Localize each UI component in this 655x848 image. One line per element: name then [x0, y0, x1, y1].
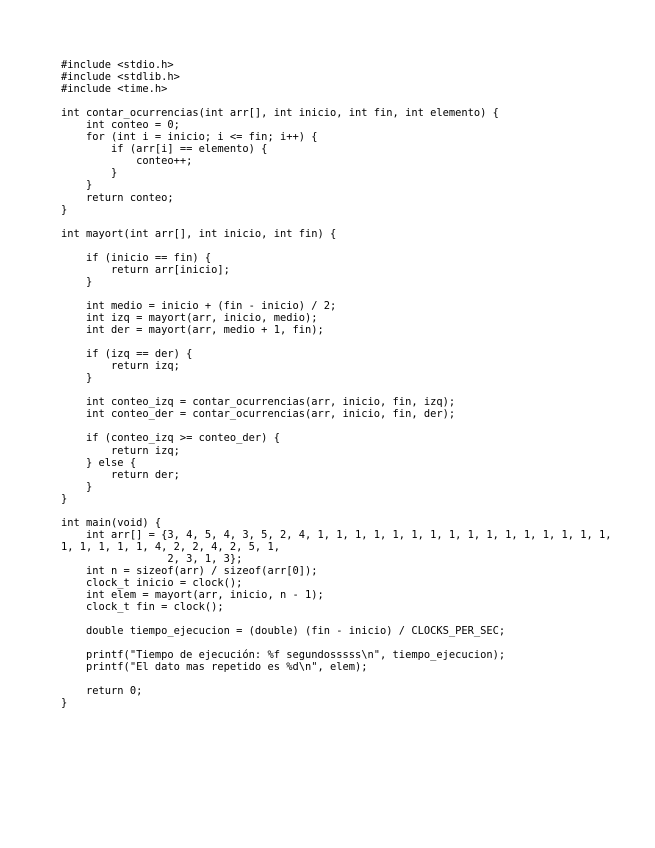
code-line: double tiempo_ejecucion = (double) (fin - inicio) / CLOCKS_PER_SEC;	[61, 625, 506, 638]
code-line: int mayort(int arr[], int inicio, int fin) {	[61, 227, 337, 240]
code-line: }	[61, 179, 93, 192]
code-line	[61, 384, 641, 396]
code-line: 2, 3, 1, 3};	[61, 552, 243, 565]
code-line	[61, 613, 641, 625]
code-line: clock_t inicio = clock();	[61, 577, 243, 590]
code-line: }	[61, 167, 118, 180]
code-line: int conteo = 0;	[61, 119, 180, 132]
code-line: return arr[inicio];	[61, 263, 230, 276]
code-line: for (int i = inicio; i <= fin; i++) {	[61, 131, 318, 144]
code-line: if (conteo_izq >= conteo_der) {	[61, 432, 280, 445]
code-line: conteo++;	[61, 155, 193, 168]
code-line: int main(void) {	[61, 516, 162, 529]
code-line: int elem = mayort(arr, inicio, n - 1);	[61, 589, 324, 602]
code-line: int contar_ocurrencias(int arr[], int inicio, int fin, int elemento) {	[61, 107, 499, 120]
code-line	[61, 673, 641, 685]
code-line: int conteo_der = contar_ocurrencias(arr, inicio, fin, der);	[61, 408, 456, 421]
code-line: return izq;	[61, 360, 180, 373]
code-line: if (inicio == fin) {	[61, 251, 212, 264]
code-line	[61, 288, 641, 300]
code-line: #include <stdio.h>	[61, 59, 174, 71]
code-line: return conteo;	[61, 191, 174, 204]
code-line: }	[61, 275, 93, 288]
code-line	[61, 637, 641, 649]
code-line: if (arr[i] == elemento) {	[61, 143, 268, 156]
code-line: int der = mayort(arr, medio + 1, fin);	[61, 324, 324, 337]
code-line: printf("Tiempo de ejecución: %f segundosssss\n", tiempo_ejecucion);	[61, 649, 506, 662]
code-line: int n = sizeof(arr) / sizeof(arr[0]);	[61, 564, 318, 577]
code-line: return der;	[61, 468, 180, 481]
code-line: }	[61, 492, 68, 505]
code-line: 1, 1, 1, 1, 1, 4, 2, 2, 4, 2, 5, 1,	[61, 540, 280, 553]
code-line	[61, 336, 641, 348]
code-line: }	[61, 697, 68, 710]
code-line: }	[61, 480, 93, 493]
code-line: int conteo_izq = contar_ocurrencias(arr, inicio, fin, izq);	[61, 396, 456, 409]
code-line	[61, 95, 641, 107]
code-line: if (izq == der) {	[61, 348, 193, 361]
code-line: #include <time.h>	[61, 83, 168, 96]
code-line: int medio = inicio + (fin - inicio) / 2;	[61, 299, 337, 312]
code-line: }	[61, 372, 93, 385]
code-line: #include <stdlib.h>	[61, 71, 180, 84]
code-block	[61, 59, 641, 710]
code-line: printf("El dato mas repetido es %d\n", elem);	[61, 661, 368, 674]
code-line: } else {	[61, 456, 137, 469]
code-line: int arr[] = {3, 4, 5, 4, 3, 5, 2, 4, 1, 1, 1, 1, 1, 1, 1, 1, 1, 1, 1, 1, 1, 1, 1, 1,	[61, 528, 612, 541]
code-line	[61, 505, 641, 517]
code-line: }	[61, 203, 68, 216]
code-line: int izq = mayort(arr, inicio, medio);	[61, 311, 318, 324]
code-line	[61, 240, 641, 252]
code-line: return 0;	[61, 685, 143, 698]
code-line	[61, 420, 641, 432]
code-line: clock_t fin = clock();	[61, 601, 224, 614]
code-line: return izq;	[61, 444, 180, 457]
code-line	[61, 216, 641, 228]
